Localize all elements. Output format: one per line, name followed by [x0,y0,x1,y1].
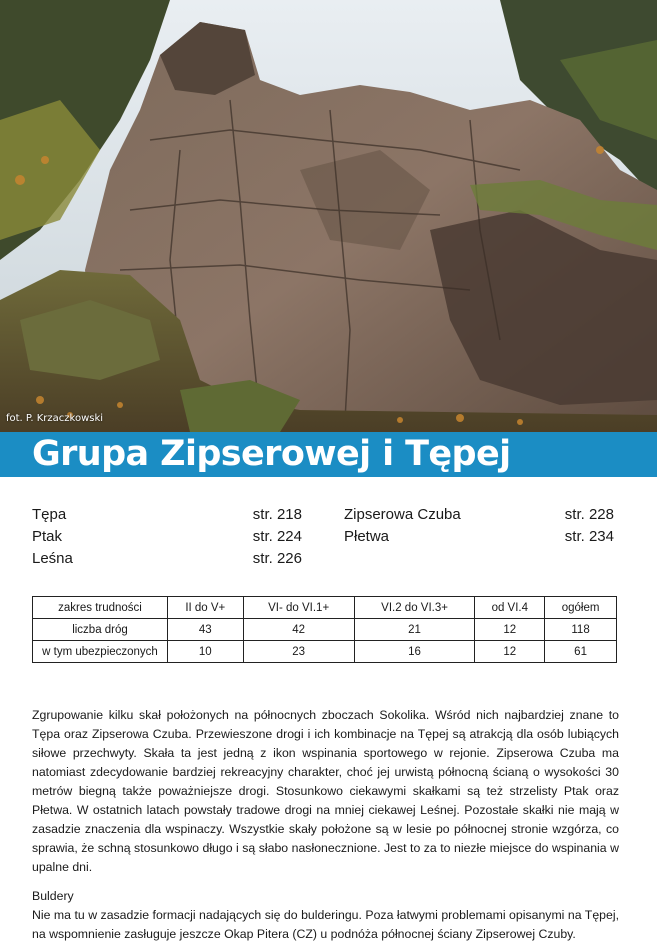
crag-photo-illustration [0,0,657,432]
description-text [32,706,619,944]
table-header-cell: II do V+ [168,597,244,619]
table-cell: 21 [354,619,475,641]
table-header-cell: VI.2 do VI.3+ [354,597,475,619]
index-row[interactable] [32,548,302,570]
table-row-label: w tym ubezpieczonych [33,641,168,663]
table-cell: 43 [168,619,244,641]
crag-index-left [32,504,302,570]
intro-paragraph: Zgrupowanie kilku skał położonych na północnych zboczach Sokolika. Wśród nich najbardziej znane to Tępa oraz Zipserowa Czuba. Przewieszone drogi i ich kombinacje na Tępej są atrakcją dla osób lubiących siłowe przechwyty. Skała ta jest jedną z ikon wspinania sportowego w rejonie. Zipserowa Czuba ma natomiast zdecydowanie bardziej rekreacyjny charakter, choć jej urwistą północną ścianą o wysokości 30 metrów biegną także poważniejsze drogi. Stosunkowo ciekawymi skałkami są też strzelisty Ptak oraz Płetwa. W ostatnich latach powstały tradowe drogi na mniej ciekawej Leśnej. Pozostałe skałki nie mają w zasadzie znaczenia dla wspinaczy. Wszystkie skały położone są w lesie po północnej stronie wzgórza, co sprawia, że schną stosunkowo długo i są słabo nasłonecznione. Jest to za to niezłe miejsce do wspinania w upalne dni. [32,708,619,874]
boulder-paragraph: Nie ma tu w zasadzie formacji nadających się do bulderingu. Poza łatwymi problemami opisanymi na Tępej, na wspomnienie zasługuje jeszcze Okap Pitera (CZ) u podnóża północnej ściany Zipserowej Czuby. [32,908,619,941]
boulder-heading: Buldery [32,889,74,903]
index-row[interactable] [32,526,302,548]
table-cell: 118 [545,619,617,641]
table-cell: 23 [243,641,354,663]
index-page-ref: str. 218 [252,506,302,523]
index-row[interactable] [32,504,302,526]
table-cell: 12 [475,641,545,663]
table-header-cell: od VI.4 [475,597,545,619]
table-cell: 61 [545,641,617,663]
index-row[interactable] [344,504,614,526]
index-page-ref: str. 226 [252,550,302,567]
crag-index-right [344,504,614,548]
table-header-row [33,597,617,619]
index-crag-name: Tępa [32,506,67,523]
table-row [33,619,617,641]
index-page-ref: str. 234 [564,528,614,545]
table-row [33,641,617,663]
table-header-cell: VI- do VI.1+ [243,597,354,619]
index-row[interactable] [344,526,614,548]
index-crag-name: Leśna [32,550,73,567]
index-crag-name: Ptak [32,528,63,545]
table-cell: 12 [475,619,545,641]
table-header-cell: ogółem [545,597,617,619]
index-page-ref: str. 224 [252,528,302,545]
page-title: Grupa Zipserowej i Tępej [32,434,511,474]
section-title-bar [0,432,657,477]
table-cell: 16 [354,641,475,663]
table-cell: 10 [168,641,244,663]
index-page-ref: str. 228 [564,506,614,523]
photo-credit: fot. P. Krzaczkowski [6,413,104,424]
table-cell: 42 [243,619,354,641]
table-header-cell: zakres trudności [33,597,168,619]
crag-photo [0,0,657,432]
difficulty-stats-table [32,596,617,663]
index-crag-name: Płetwa [344,528,390,545]
table-row-label: liczba dróg [33,619,168,641]
index-crag-name: Zipserowa Czuba [344,506,461,523]
